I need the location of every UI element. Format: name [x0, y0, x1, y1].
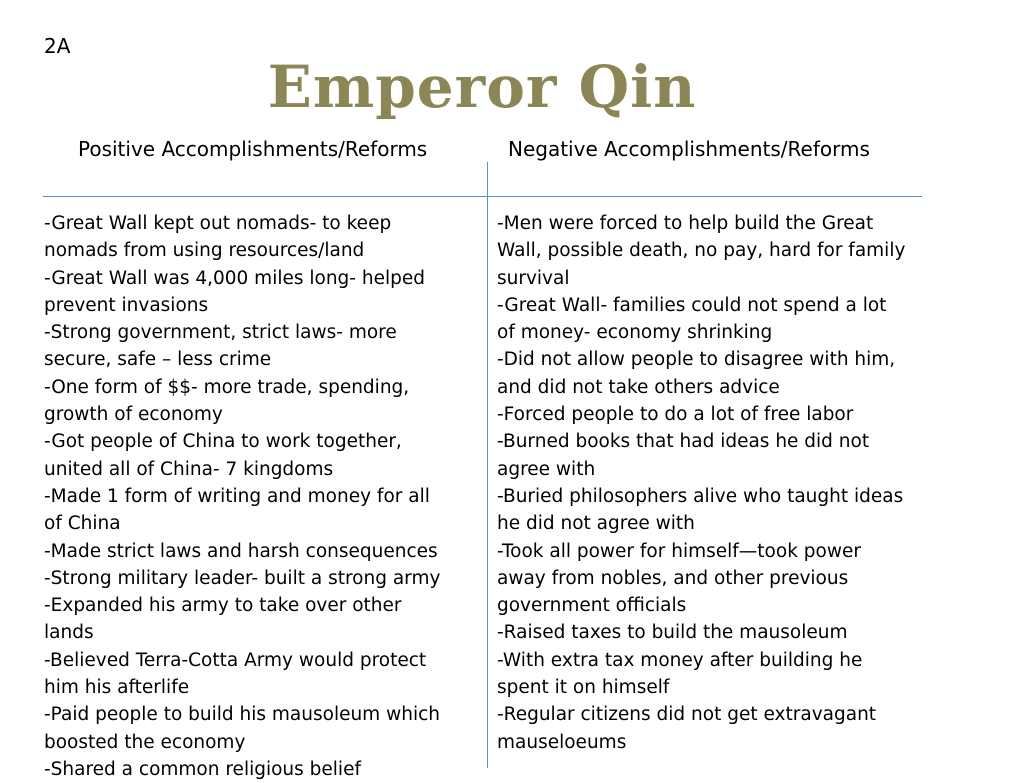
negative-list-line: he did not agree with	[497, 513, 695, 535]
positive-list-line: boosted the economy	[44, 731, 246, 753]
negative-list-line: -Men were forced to help build the Great	[497, 213, 874, 234]
positive-list-line: growth of economy	[44, 404, 223, 426]
negative-list-line: government officials	[497, 595, 687, 617]
negative-list-line: away from nobles, and other previous	[497, 567, 849, 589]
positive-list-line: secure, safe – less crime	[44, 349, 272, 371]
negative-list-line: agree with	[497, 458, 596, 480]
positive-list-line: -Made 1 form of writing and money for all	[44, 485, 430, 507]
positive-list-line: -Great Wall was 4,000 miles long- helped	[44, 267, 425, 289]
header-divider	[43, 196, 922, 197]
positive-list-line: -Got people of China to work together,	[44, 431, 402, 453]
positive-list-line: -Strong government, strict laws- more	[44, 322, 397, 344]
slide-number: 2A	[44, 34, 71, 58]
negative-list-line: spent it on himself	[497, 677, 670, 699]
negative-list-line: -Regular citizens did not get extravagant	[497, 704, 877, 726]
positive-list-line: -Believed Terra-Cotta Army would protect	[44, 649, 427, 671]
negative-list-line: -Burned books that had ideas he did not	[497, 431, 870, 453]
negative-list	[497, 210, 909, 756]
negative-list-line: -Great Wall- families could not spend a lot	[497, 294, 887, 316]
negative-list-line: -Forced people to do a lot of free labor	[497, 404, 854, 426]
negative-list-line: mauseloeums	[497, 731, 627, 753]
negative-list-line: and did not take others advice	[497, 376, 780, 398]
positive-list-line: -Great Wall kept out nomads- to keep	[44, 213, 392, 234]
positive-list-line: -Made strict laws and harsh consequences	[44, 540, 438, 562]
positive-list-line: -Expanded his army to take over other	[44, 595, 402, 617]
negative-list-line: -Did not allow people to disagree with him,	[497, 349, 896, 371]
negative-list-line: Wall, possible death, no pay, hard for family	[497, 240, 906, 262]
positive-list-line: prevent invasions	[44, 294, 209, 316]
positive-list-line: -Strong military leader- built a strong army	[44, 567, 441, 589]
positive-list-line: united all of China- 7 kingdoms	[44, 458, 334, 480]
negative-list-line: of money- economy shrinking	[497, 322, 773, 344]
positive-list	[44, 210, 452, 783]
positive-list-line: him his afterlife	[44, 677, 190, 699]
positive-list-line: of China	[44, 513, 121, 535]
page-title: Emperor Qin	[267, 53, 697, 121]
positive-column-header: Positive Accomplishments/Reforms	[78, 137, 428, 161]
positive-list-line: -One form of $$- more trade, spending,	[44, 376, 410, 398]
negative-list-line: survival	[497, 267, 570, 289]
negative-list-line: -Buried philosophers alive who taught ideas	[497, 485, 904, 507]
column-divider	[487, 162, 488, 768]
negative-list-line: -With extra tax money after building he	[497, 649, 863, 671]
positive-list-line: -Shared a common religious belief	[44, 758, 361, 780]
positive-list-line: -Paid people to build his mausoleum which	[44, 704, 440, 726]
negative-column-header: Negative Accomplishments/Reforms	[508, 137, 870, 161]
positive-list-line: nomads from using resources/land	[44, 240, 365, 262]
negative-list-line: -Took all power for himself—took power	[497, 540, 861, 562]
positive-list-line: lands	[44, 622, 94, 644]
negative-list-line: -Raised taxes to build the mausoleum	[497, 622, 848, 644]
